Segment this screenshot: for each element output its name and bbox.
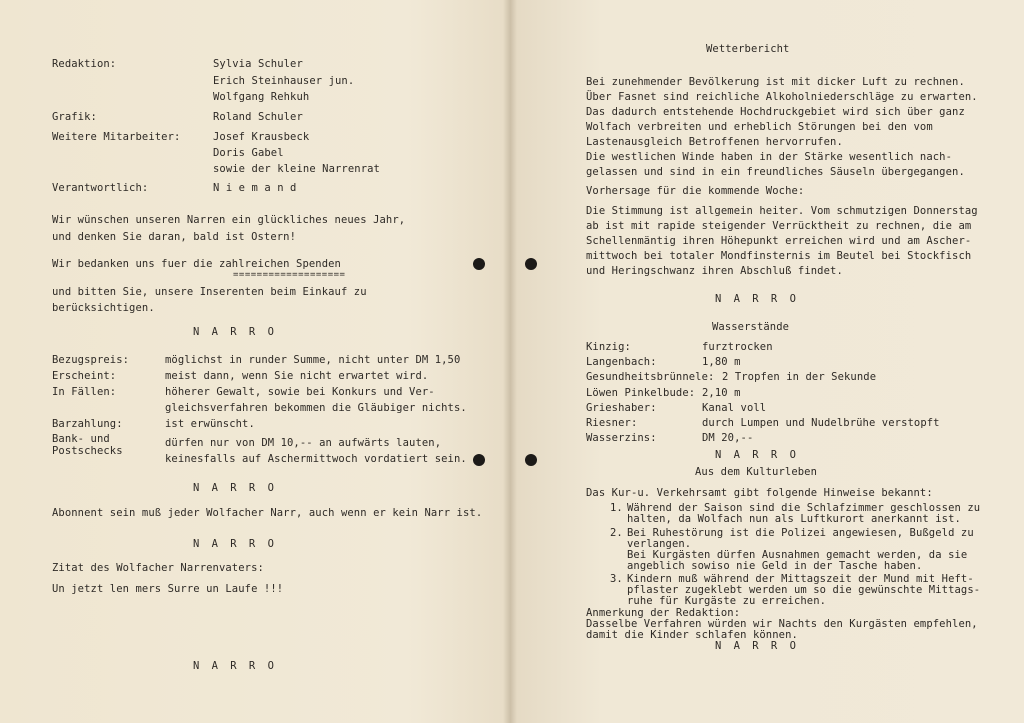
wish-line: und denken Sie daran, bald ist Ostern! — [52, 231, 297, 243]
wasser-value: 2 Tropfen in der Sekunde — [722, 371, 877, 383]
narro-divider: N A R R O — [715, 449, 799, 461]
punch-hole — [473, 454, 485, 466]
mitarbeiter-label: Weitere Mitarbeiter: — [52, 131, 181, 143]
anmerkung-line: Dasselbe Verfahren würden wir Nachts den Kurgästen empfehlen, — [586, 618, 978, 630]
thanks-line — [52, 257, 341, 271]
kultur-item-number: 3. — [610, 573, 623, 585]
term-value: höherer Gewalt, sowie bei Konkurs und Ver- — [165, 386, 435, 398]
wetter-line: Bei zunehmender Bevölkerung ist mit dicker Luft zu rechnen. — [586, 76, 965, 88]
mitarbeiter-name: Doris Gabel — [213, 147, 284, 159]
narro-divider: N A R R O — [193, 482, 277, 494]
wasser-value: Kanal voll — [702, 402, 767, 414]
term-label: Barzahlung: — [52, 418, 123, 430]
wetter-line: Wolfach verbreiten und erheblich Störungen bei den vom — [586, 121, 933, 133]
abonnent-line: Abonnent sein muß jeder Wolfacher Narr, auch wenn er kein Narr ist. — [52, 507, 483, 519]
mitarbeiter-name: Josef Krausbeck — [213, 131, 310, 143]
anmerkung-line: damit die Kinder schlafen können. — [586, 629, 798, 641]
wasser-label: Löwen Pinkelbude: — [586, 387, 696, 399]
wetter-line: Lastenausgleich Betroffenen hervorrufen. — [586, 136, 843, 148]
redaktion-name: Sylvia Schuler — [213, 58, 303, 70]
punch-hole — [525, 258, 537, 270]
redaktion-label: Redaktion: — [52, 58, 117, 70]
term-value: meist dann, wenn Sie nicht erwartet wird. — [165, 370, 429, 382]
center-fold — [503, 0, 517, 723]
term-value: ist erwünscht. — [165, 418, 255, 430]
wish-line: Wir wünschen unseren Narren ein glückliches neues Jahr, — [52, 214, 406, 226]
redaktion-name: Erich Steinhauser jun. — [213, 75, 355, 87]
inserenten-line: berücksichtigen. — [52, 302, 155, 314]
wasser-label: Riesner: — [586, 417, 638, 429]
kultur-item-line: verlangen. — [627, 538, 692, 550]
verantwortlich-label: Verantwortlich: — [52, 182, 149, 194]
kultur-item-line: Während der Saison sind die Schlafzimmer geschlossen zu — [627, 502, 981, 514]
narro-divider: N A R R O — [715, 293, 799, 305]
kultur-item-line: ruhe für Kurgäste zu erreichen. — [627, 595, 827, 607]
vorhersage-line: und Heringschwanz ihren Abschluß findet. — [586, 265, 843, 277]
wetter-line: Die westlichen Winde haben in der Stärke wesentlich nach- — [586, 151, 953, 163]
kultur-intro: Das Kur-u. Verkehrsamt gibt folgende Hinweise bekannt: — [586, 487, 933, 499]
term-label: Bezugspreis: — [52, 354, 130, 366]
redaktion-name: Wolfgang Rehkuh — [213, 91, 310, 103]
kultur-item-line: Bei Kurgästen dürfen Ausnahmen gemacht werden, da sie — [627, 549, 968, 561]
term-label: In Fällen: — [52, 386, 117, 398]
kultur-item-line: Kindern muß während der Mittagszeit der Mund mit Heft- — [627, 573, 974, 585]
term-value: keinesfalls auf Aschermittwoch vordatiert sein. — [165, 453, 467, 465]
narro-divider: N A R R O — [193, 326, 277, 338]
zitat-label: Zitat des Wolfacher Narrenvaters: — [52, 562, 264, 574]
narro-divider: N A R R O — [193, 538, 277, 550]
vorhersage-line: Schellenmäntig ihren Höhepunkt erreichen wird und am Ascher- — [586, 235, 972, 247]
wasser-value: 1,80 m — [702, 356, 741, 368]
kultur-item-line: halten, da Wolfach nun als Luftkurort anerkannt ist. — [627, 513, 961, 525]
narro-divider: N A R R O — [193, 660, 277, 672]
vorhersage-line: Die Stimmung ist allgemein heiter. Vom schmutzigen Donnerstag — [586, 205, 978, 217]
term-value: möglichst in runder Summe, nicht unter DM 1,50 — [165, 354, 461, 366]
right-page — [510, 0, 1024, 723]
thanks-underlined: zahlreichen Spenden — [218, 258, 341, 270]
mitarbeiter-name: sowie der kleine Narrenrat — [213, 163, 380, 175]
punch-hole — [473, 258, 485, 270]
wasser-label: Wasserzins: — [586, 432, 657, 444]
term-value: dürfen nur von DM 10,-- an aufwärts lauten, — [165, 437, 442, 449]
kultur-item-line: angeblich sowiso nie Geld in der Tasche haben. — [627, 560, 923, 572]
term-label: Postschecks — [52, 445, 123, 457]
wasser-label: Grieshaber: — [586, 402, 657, 414]
kultur-title: Aus dem Kulturleben — [695, 466, 818, 478]
vorhersage-title: Vorhersage für die kommende Woche: — [586, 185, 805, 197]
thanks-prefix: Wir bedanken uns fuer die — [52, 258, 219, 270]
zitat-text: Un jetzt len mers Surre un Laufe !!! — [52, 583, 284, 595]
wasser-title: Wasserstände — [712, 321, 790, 333]
term-label: Bank- und — [52, 433, 110, 445]
wetter-title: Wetterbericht — [706, 43, 790, 55]
wasser-value: 2,10 m — [702, 387, 741, 399]
left-page — [0, 0, 510, 723]
narro-divider: N A R R O — [715, 640, 799, 652]
kultur-item-number: 1. — [610, 502, 623, 514]
grafik-name: Roland Schuler — [213, 111, 303, 123]
wasser-label: Kinzig: — [586, 341, 631, 353]
wasser-label: Gesundheitsbrünnele: — [586, 371, 715, 383]
punch-hole — [525, 454, 537, 466]
wasser-value: durch Lumpen und Nudelbrühe verstopft — [702, 417, 940, 429]
double-rule: =================== — [233, 270, 346, 280]
kultur-item-line: pflaster zugeklebt werden um so die gewünschte Mittags- — [627, 584, 981, 596]
term-value: gleichsverfahren bekommen die Gläubiger nichts. — [165, 402, 467, 414]
grafik-label: Grafik: — [52, 111, 97, 123]
wasser-value: DM 20,-- — [702, 432, 754, 444]
wasser-value: furztrocken — [702, 341, 773, 353]
kultur-item-number: 2. — [610, 527, 623, 539]
vorhersage-line: mittwoch bei totaler Mondfinsternis im Beutel bei Stockfisch — [586, 250, 972, 262]
kultur-item-line: Bei Ruhestörung ist die Polizei angewiesen, Bußgeld zu — [627, 527, 974, 539]
verantwortlich-value: N i e m a n d — [213, 182, 297, 194]
wasser-label: Langenbach: — [586, 356, 657, 368]
vorhersage-line: ab ist mit rapide steigender Verrücktheit zu rechnen, die am — [586, 220, 972, 232]
term-label: Erscheint: — [52, 370, 117, 382]
wetter-line: Das dadurch entstehende Hochdruckgebiet wird sich über ganz — [586, 106, 965, 118]
wetter-line: Über Fasnet sind reichliche Alkoholniederschläge zu erwarten. — [586, 91, 978, 103]
inserenten-line: und bitten Sie, unsere Inserenten beim Einkauf zu — [52, 286, 367, 298]
wetter-line: gelassen und sind in ein freundliches Säuseln übergegangen. — [586, 166, 965, 178]
anmerkung-line: Anmerkung der Redaktion: — [586, 607, 741, 619]
